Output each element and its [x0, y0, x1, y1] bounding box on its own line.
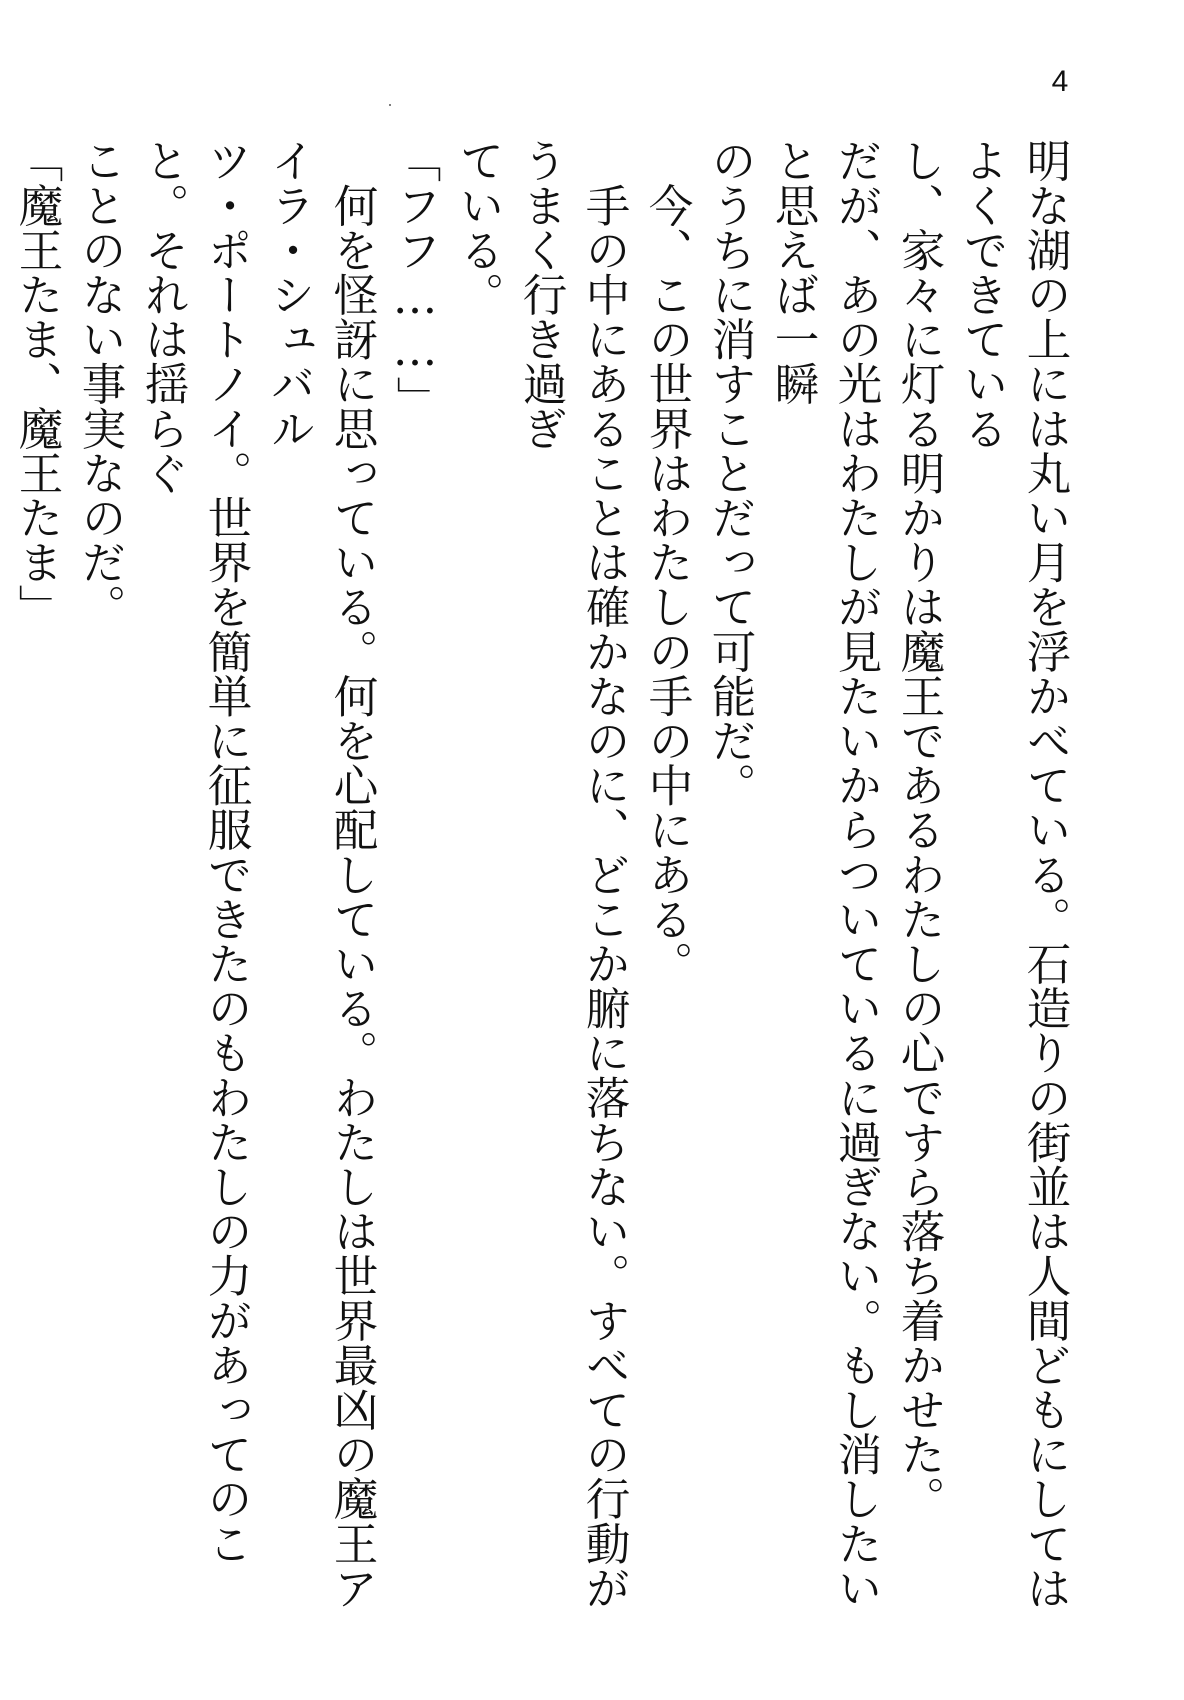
text-line: のうちに消すことだって可能だ。: [704, 138, 756, 807]
text-line: 今、この世界はわたしの手の中にある。: [641, 138, 693, 986]
text-line: し、家々に灯る明かりは魔王であるわたしの心ですら落ち着かせた。: [893, 138, 945, 1521]
text-line: 何を怪訝に思っている。何を心配している。わたしは世界最凶の魔王アイラ・シュバル: [263, 138, 378, 1610]
text-line: 明な湖の上には丸い月を浮かべている。石造りの街並は人間どもにしてはよくできている: [956, 138, 1071, 1610]
text-line: 「フフ……」: [389, 138, 441, 421]
text-line: ている。: [452, 138, 504, 317]
text-line: だが、あの光はわたしが見たいからついているに過ぎない。もし消したいと思えば一瞬: [767, 138, 882, 1610]
text-line: 「魔王たま、魔王たま」: [11, 138, 63, 629]
scan-speck: [389, 104, 391, 106]
text-line: [0, 138, 5, 1653]
text-line: 手の中にあることは確かなのに、どこか腑に落ちない。すべての行動がうまく行き過ぎ: [515, 138, 630, 1610]
text-line: ツ・ポートノイ。世界を簡単に征服できたのもわたしの力があってのこと。それは揺らぐ: [137, 138, 252, 1566]
page-number: 4: [1051, 65, 1069, 98]
text-line: ことのない事実なのだ。: [74, 138, 126, 629]
novel-body-text: [0, 138, 1076, 1653]
